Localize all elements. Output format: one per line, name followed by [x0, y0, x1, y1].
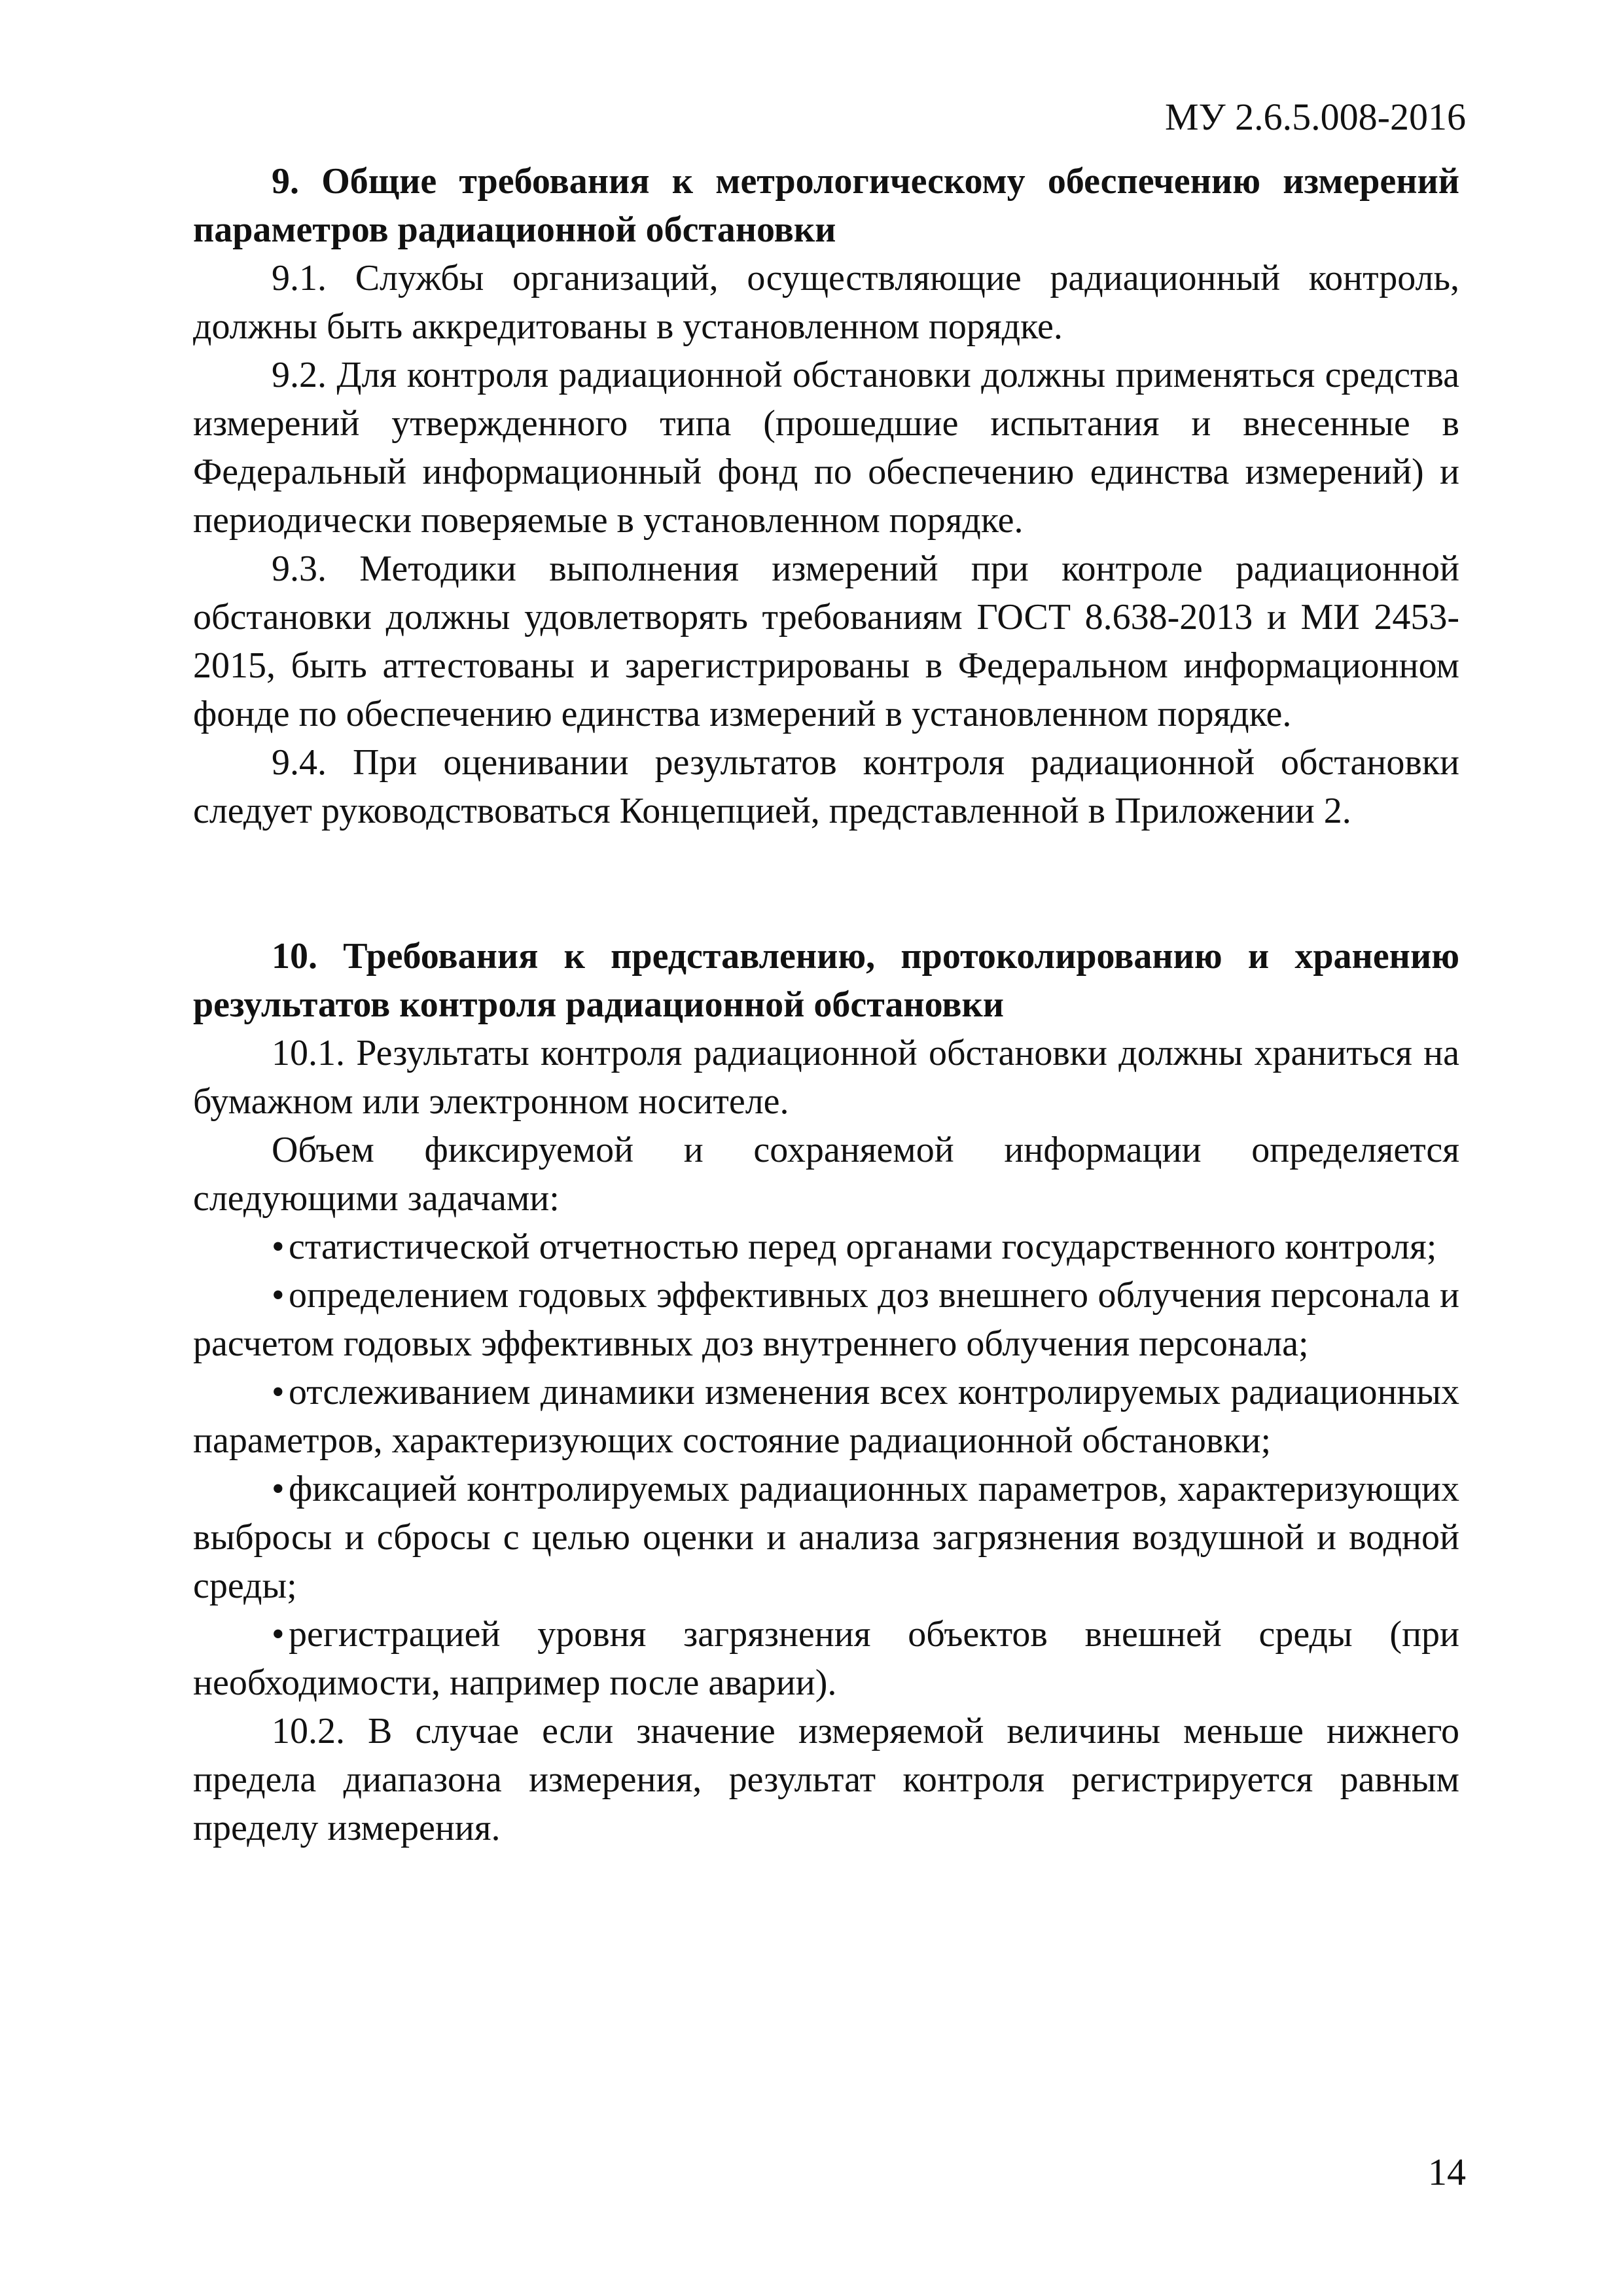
bullet-icon: • [272, 1614, 285, 1655]
bullet-icon: • [272, 1372, 285, 1412]
bullet-icon: • [272, 1469, 285, 1509]
bullet-text: регистрацией уровня загрязнения объектов внешней среды (при необходимости, например после аварии). [193, 1614, 1459, 1703]
bullet-text: определением годовых эффективных доз внешнего облучения персонала и расчетом годовых эффективных доз внутреннего облучения персонала; [193, 1275, 1459, 1364]
bullet-item [193, 1271, 1459, 1368]
page-number: 14 [1428, 2151, 1466, 2193]
paragraph-9-3: 9.3. Методики выполнения измерений при контроле радиационной обстановки должны удовлетворять требованиям ГОСТ 8.638-2013 и МИ 2453-2015, быть аттестованы и зарегистрированы в Федеральном информационном фонде по обеспечению единства измерений в установленном порядке. [193, 548, 1459, 734]
bullet-item [193, 1223, 1459, 1271]
bullet-text: отслеживанием динамики изменения всех контролируемых радиационных параметров, характеризующих состояние радиационной обстановки; [193, 1372, 1459, 1461]
section-10-heading: 10. Требования к представлению, протоколированию и хранению результатов контроля радиационной обстановки [193, 936, 1459, 1025]
section-9-heading: 9. Общие требования к метрологическому обеспечению измерений параметров радиационной обстановки [193, 161, 1459, 250]
paragraph-9-4: 9.4. При оценивании результатов контроля радиационной обстановки следует руководствоваться Концепцией, представленной в Приложении 2. [193, 742, 1459, 831]
document-code: МУ 2.6.5.008-2016 [1165, 96, 1466, 138]
bullet-item [193, 1465, 1459, 1610]
document-body [193, 157, 1459, 1852]
bullet-item [193, 1610, 1459, 1707]
bullet-text: статистической отчетностью перед органами государственного контроля; [289, 1227, 1437, 1267]
section-spacer [193, 835, 1459, 932]
paragraph-volume: Объем фиксируемой и сохраняемой информации определяется следующими задачами: [193, 1130, 1459, 1219]
bullet-icon: • [272, 1227, 285, 1267]
bullet-item [193, 1368, 1459, 1465]
paragraph-10-2: 10.2. В случае если значение измеряемой величины меньше нижнего предела диапазона измерения, результат контроля регистрируется равным пределу измерения. [193, 1711, 1459, 1848]
paragraph-9-1: 9.1. Службы организаций, осуществляющие радиационный контроль, должны быть аккредитованы в установленном порядке. [193, 258, 1459, 347]
bullet-text: фиксацией контролируемых радиационных параметров, характеризующих выбросы и сбросы с целью оценки и анализа загрязнения воздушной и водной среды; [193, 1469, 1459, 1606]
paragraph-9-2: 9.2. Для контроля радиационной обстановки должны применяться средства измерений утвержденного типа (прошедшие испытания и внесенные в Федеральный информационный фонд по обеспечению единства измерений) и периодически поверяемые в установленном порядке. [193, 355, 1459, 541]
paragraph-10-1: 10.1. Результаты контроля радиационной обстановки должны храниться на бумажном или электронном носителе. [193, 1033, 1459, 1122]
bullet-icon: • [272, 1275, 285, 1316]
